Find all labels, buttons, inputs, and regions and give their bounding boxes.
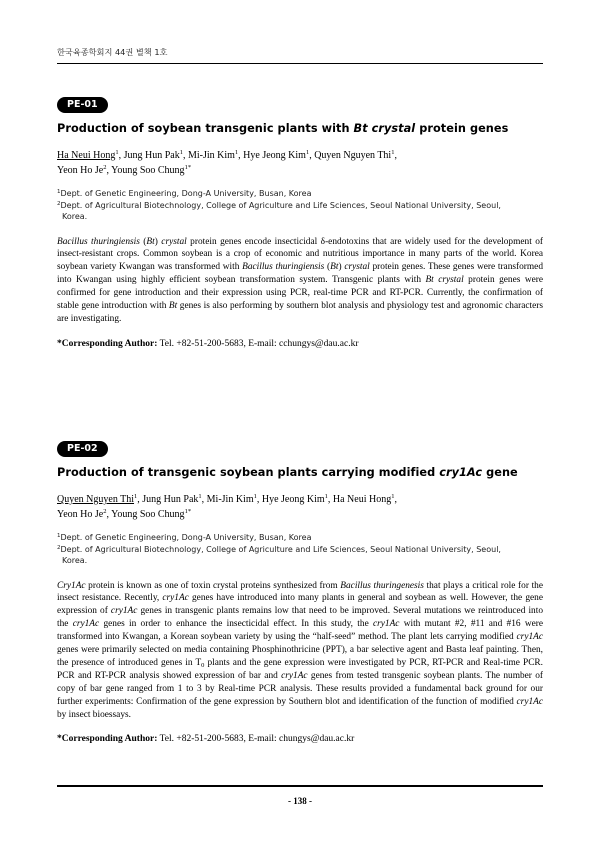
affiliation-line: $^2$Dept. of Agricultural Biotechnology, College of Agriculture and Life Sciences, Seoul National University, Seoul, (57, 544, 501, 554)
author-name: Yeon Ho Je$^2$ (57, 164, 107, 176)
author-name: Ha Neui Hong$^1$ (332, 493, 395, 505)
author-name: Hye Jeong Kim$^1$ (261, 493, 328, 505)
abstract-title: Production of transgenic soybean plants carrying modified cry1Ac gene (57, 466, 518, 479)
page-number: - 138 - (288, 796, 312, 806)
abstract-title: Production of soybean transgenic plants with Bt crystal protein genes (57, 122, 509, 135)
affiliation-list (57, 532, 543, 567)
author-name: Mi-Jin Kim$^1$ (206, 493, 257, 505)
abstract-section-pe-02 (57, 438, 543, 744)
abstract-code-badge: PE-01 (57, 97, 108, 113)
author-name: Ha Neui Hong$^1$ (57, 149, 119, 161)
author-name: Jung Hun Pak$^1$ (142, 493, 202, 505)
affiliation-line-continued: Korea. (62, 556, 88, 565)
author-name: Quyen Nguyen Thi$^1$ (57, 493, 138, 505)
footer-rule (57, 785, 543, 787)
author-list: Ha Neui Hong$^1$, Jung Hun Pak$^1$, Mi-Jin Kim$^1$, Hye Jeong Kim$^1$, Quyen Nguyen Thi$^1$, Yeon Ho Je$^2$, Young Soo Chung$^{1*}$ (57, 149, 397, 176)
abstract-body: Cry1Ac protein is known as one of toxin crystal proteins synthesized from Bacillus thuringenesis that plays a critical role for the insect resistance. Recently, cry1Ac genes have introduced into many plants in general and soybean as well. However, the gene expression of cry1Ac genes in transgenic plants remains low that need to be improved. Several mutations we reintroduced into the cry1Ac genes in order to enhance the insecticidal effect. In this study, the cry1Ac with mutant #2, #11 and #16 were transformed into Kwangan, a Korean soybean variety by using the “half-seed” method. The plant lets carrying modified cry1Ac genes were primarily selected on media containing Phosphinothricine (PPT), a bar selective agent and Basta leaf painting. Then, the presence of introduced genes in $T_0$ plants and the gene expression were investigated by PCR, RT-PCR and Real-time PCR. PCR and RT-PCR analysis showed expression of bar and cry1Ac genes from tested transgenic soybean plants. The number of copy of bar gene ranged from 1 to 3 by Real-time PCR analysis. These results provided a fundamental back ground for our further experiments: Confirmation of the gene expression by Southern blot and identification of the function of modified cry1Ac by insect bioessays. (57, 580, 543, 720)
affiliation-line: $^1$Dept. of Genetic Engineering, Dong-A University, Busan, Korea (57, 533, 312, 542)
affiliation-list (57, 188, 543, 223)
corresponding-author: *Corresponding Author: Tel. +82-51-200-5683, E-mail: cchungys@dau.ac.kr (57, 338, 359, 349)
author-name: Hye Jeong Kim$^1$ (243, 149, 310, 161)
running-head: 한국육종학회지 44권 별책 1호 (57, 47, 168, 57)
author-name: Mi-Jin Kim$^1$ (187, 149, 239, 161)
abstract-body: Bacillus thuringiensis (Bt) crystal protein genes encode insecticidal δ-endotoxins that are widely used for the development of insect-resistant crops. Common soybean is a crop of economic and nutritious importance in many parts of the world. Korea soybean variety Kwangan was transformed with Bacillus thuringiensis (Bt) crystal protein genes. These genes were transformed into Kwangan using highly efficient soybean transformation system. Transgenic plants with Bt crystal protein genes were confirmed for gene introduction and their expression using PCR, real-time PCR and RT-PCR. Currently, the confirmation of stable gene introduction with Bt genes is also performing by southern blot analysis and physiology test and agronomic characters are investigating. (57, 236, 544, 324)
author-name: Yeon Ho Je$^2$ (57, 508, 107, 520)
author-name: Young Soo Chung$^{1*}$ (111, 164, 192, 176)
author-list: Quyen Nguyen Thi$^1$, Jung Hun Pak$^1$, Mi-Jin Kim$^1$, Hye Jeong Kim$^1$, Ha Neui Hong$^1$, Yeon Ho Je$^2$, Young Soo Chung$^{1*}$ (57, 493, 397, 520)
corresponding-author: *Corresponding Author: Tel. +82-51-200-5683, E-mail: chungys@dau.ac.kr (57, 734, 355, 745)
author-name: Jung Hun Pak$^1$ (123, 149, 183, 161)
author-name: Young Soo Chung$^{1*}$ (111, 508, 192, 520)
header-rule (57, 63, 543, 64)
affiliation-line-continued: Korea. (62, 212, 88, 221)
affiliation-line: $^2$Dept. of Agricultural Biotechnology, College of Agriculture and Life Sciences, Seoul National University, Seoul, (57, 200, 501, 210)
abstract-code-badge: PE-02 (57, 441, 108, 457)
author-name: Quyen Nguyen Thi$^1$ (314, 149, 395, 161)
affiliation-line: $^1$Dept. of Genetic Engineering, Dong-A University, Busan, Korea (57, 189, 312, 198)
abstract-section-pe-01 (57, 94, 543, 349)
